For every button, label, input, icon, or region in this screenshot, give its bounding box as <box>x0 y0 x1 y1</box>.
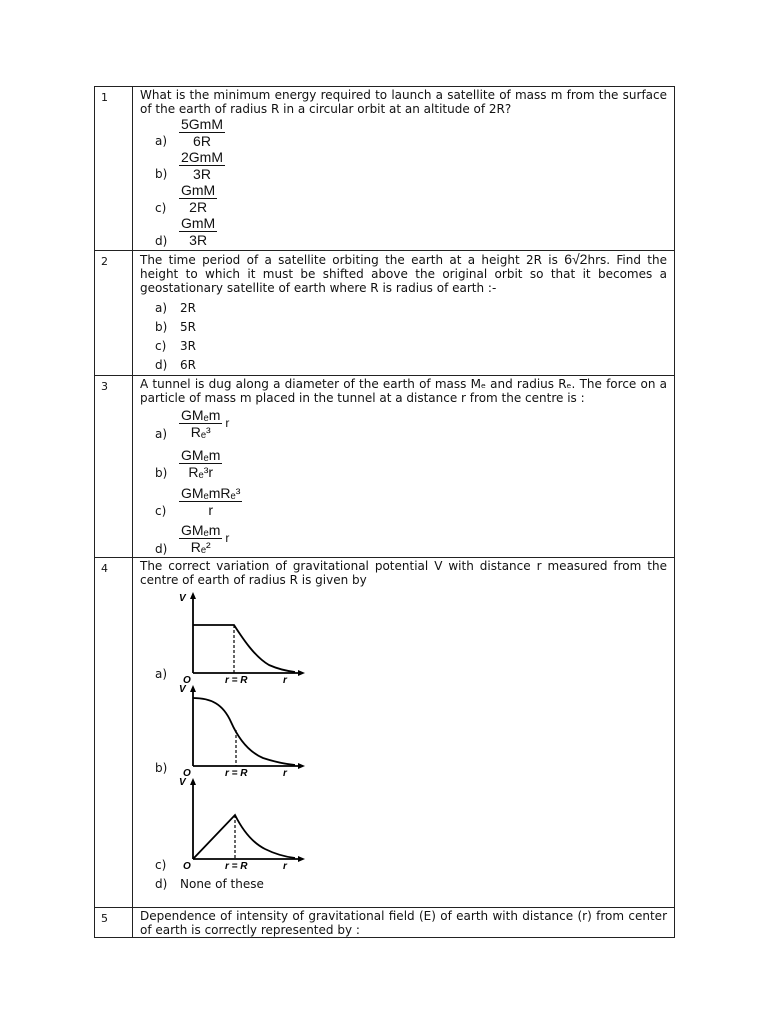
potential-curve <box>193 625 295 672</box>
question-text: What is the minimum energy required to launch a satellite of mass m from the surface of the earth of radius R in a circular orbit at an altitude of 2R? <box>140 88 667 116</box>
option-label: a) <box>155 667 168 681</box>
option-value: 3R <box>180 339 196 353</box>
x-axis-arrow <box>298 856 305 862</box>
origin-label: O <box>183 675 191 686</box>
question-row-3 <box>95 376 675 558</box>
question-row-4 <box>95 558 675 908</box>
question-body <box>133 376 675 558</box>
option-fraction: GMₑm Rₑ³r <box>181 447 221 480</box>
x-axis-label: r <box>283 675 287 686</box>
option-value: 2R <box>180 301 196 315</box>
radical-expression: 6√2 <box>564 251 588 267</box>
option-label: d) <box>155 542 168 556</box>
radius-label: r = R <box>225 861 248 872</box>
y-axis-label: V <box>179 777 186 788</box>
potential-curve <box>193 698 295 765</box>
question-body <box>133 87 675 251</box>
option-value: 5R <box>180 320 196 334</box>
question-number: 5 <box>95 908 133 938</box>
option-fraction: 5GmM 6R <box>181 116 223 149</box>
x-axis-arrow <box>298 670 305 676</box>
option-fraction: GMₑm Rₑ³ r <box>181 407 230 440</box>
potential-graph-b <box>179 682 313 779</box>
option-fraction: GmM 2R <box>181 182 216 215</box>
radius-label: r = R <box>225 768 248 779</box>
option-value: None of these <box>180 877 264 891</box>
x-axis-label: r <box>283 768 287 779</box>
question-row-2 <box>95 251 675 376</box>
question-number: 1 <box>95 87 133 251</box>
origin-label: O <box>183 861 191 872</box>
y-axis-label: V <box>179 684 186 695</box>
y-axis-arrow <box>190 685 196 692</box>
question-body <box>133 251 675 376</box>
potential-graph-c <box>179 775 313 872</box>
question-row-5 <box>95 908 675 938</box>
option-label: a) <box>155 427 168 441</box>
y-axis-label: V <box>179 593 186 604</box>
option-fraction: 2GmM 3R <box>181 149 223 182</box>
option-label: b) <box>155 320 168 334</box>
question-text: A tunnel is dug along a diameter of the earth of mass Mₑ and radius Rₑ. The force on a particle of mass m placed in the tunnel at a distance r from the centre is : <box>140 377 667 405</box>
radius-label: r = R <box>225 675 248 686</box>
option-label: b) <box>155 466 168 480</box>
option-list <box>133 587 674 907</box>
option-value: 6R <box>180 358 196 372</box>
question-text: The correct variation of gravitational potential V with distance r measured from the centre of earth of radius R is given by <box>140 559 667 587</box>
option-label: a) <box>155 134 168 148</box>
option-label: d) <box>155 234 168 248</box>
y-axis-arrow <box>190 778 196 785</box>
question-row-1 <box>95 87 675 251</box>
question-number: 2 <box>95 251 133 376</box>
option-fraction: GMₑm Rₑ² r <box>181 522 230 555</box>
option-label: c) <box>155 858 167 872</box>
option-label: d) <box>155 877 168 891</box>
option-label: c) <box>155 201 167 215</box>
x-axis-label: r <box>283 861 287 872</box>
option-label: b) <box>155 167 168 181</box>
option-label: c) <box>155 339 167 353</box>
option-label: c) <box>155 504 167 518</box>
option-label: b) <box>155 761 168 775</box>
x-axis-arrow <box>298 763 305 769</box>
y-axis-arrow <box>190 592 196 599</box>
potential-curve <box>193 815 295 859</box>
question-text: The time period of a satellite orbiting the earth at a height 2R is 6√2hrs. Find the height to which it must be shifted above the original orbit so that it becomes a geostationary satellite of earth where R is radius of earth :- <box>140 251 667 295</box>
option-label: d) <box>155 358 168 372</box>
option-fraction: GMₑmRₑ³ r <box>181 485 241 518</box>
question-table <box>94 86 675 938</box>
potential-graph-a <box>179 589 313 686</box>
option-fraction: GmM 3R <box>181 215 216 248</box>
question-body <box>133 558 675 908</box>
option-label: a) <box>155 301 168 315</box>
question-body <box>133 908 675 938</box>
question-text: Dependence of intensity of gravitational field (E) of earth with distance (r) from center of earth is correctly represented by : <box>140 909 667 937</box>
question-number: 4 <box>95 558 133 908</box>
question-number: 3 <box>95 376 133 558</box>
origin-label: O <box>183 768 191 779</box>
